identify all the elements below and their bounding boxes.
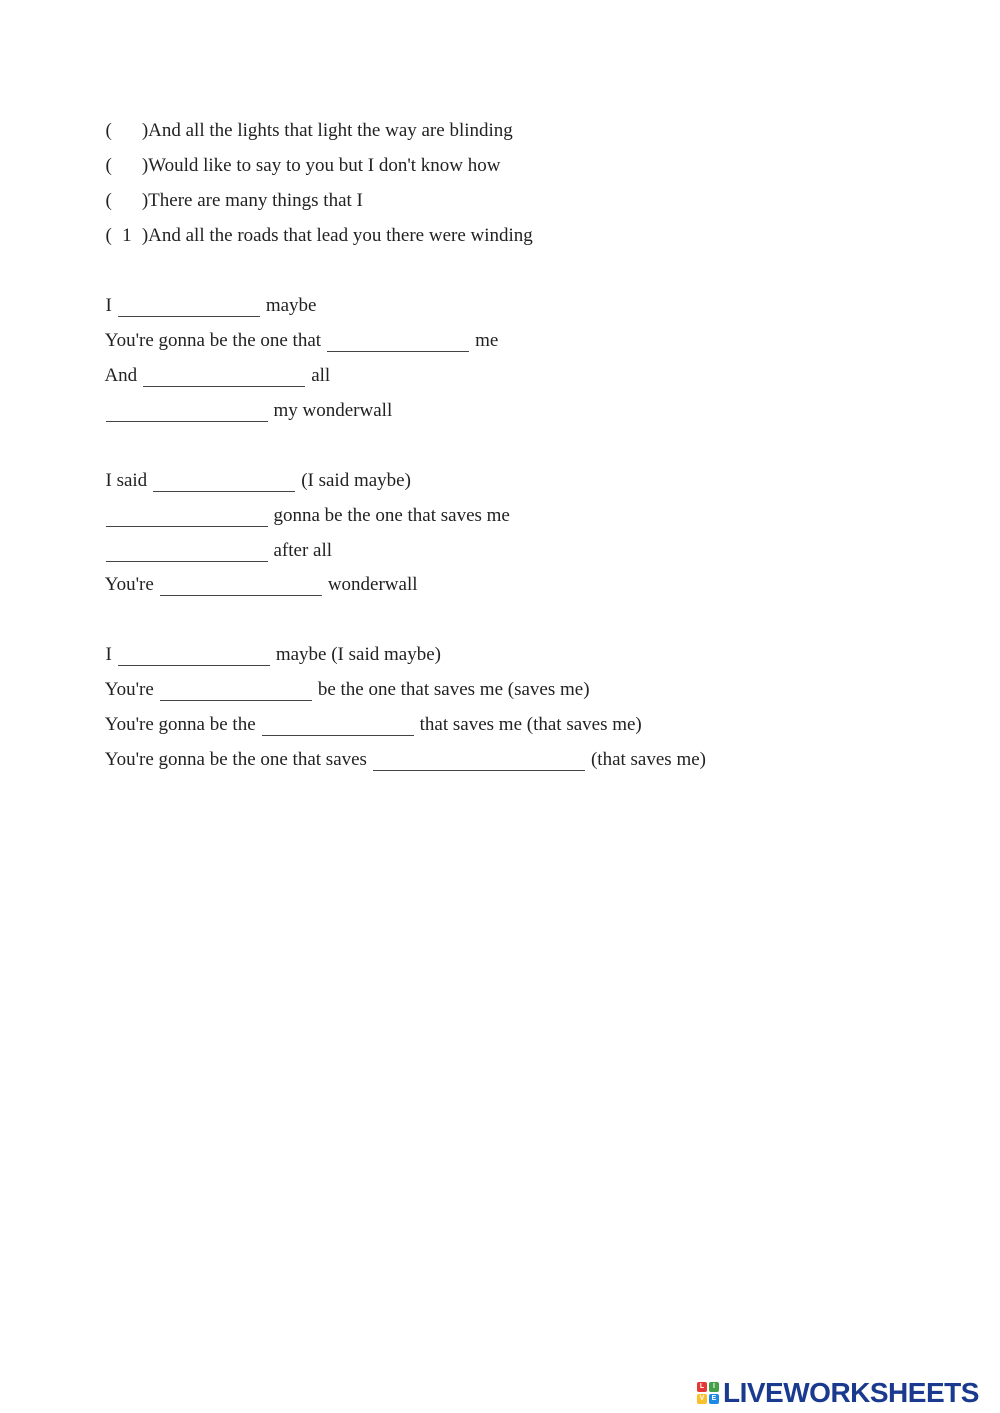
verse3-after-3: that saves me (that saves me) bbox=[419, 714, 642, 735]
verse1-after-3: all bbox=[311, 365, 331, 386]
verse3-after-2: be the one that saves me (saves me) bbox=[317, 679, 590, 700]
verse2-after-2: gonna be the one that saves me bbox=[273, 505, 510, 526]
verse1-blank-input-4[interactable] bbox=[106, 401, 268, 422]
verse1-after-4: my wonderwall bbox=[273, 400, 393, 421]
open-paren: ( bbox=[105, 155, 112, 176]
verse2-after-3: after all bbox=[273, 540, 333, 561]
verse3-before-3: You're gonna be the bbox=[104, 714, 256, 735]
verse1-before-3: And bbox=[104, 365, 138, 386]
liveworksheets-brand bbox=[697, 1378, 979, 1408]
verse1-after-1: maybe bbox=[265, 295, 317, 316]
verse3-after-4: (that saves me) bbox=[590, 749, 706, 770]
verse1-blank-input-2[interactable] bbox=[327, 331, 469, 352]
verse2-line-4 bbox=[96, 549, 418, 597]
verse3-line-4 bbox=[96, 724, 706, 772]
verse3-blank-input-4[interactable] bbox=[373, 750, 585, 771]
verse2-blank-input-4[interactable] bbox=[160, 575, 322, 596]
verse1-after-2: me bbox=[475, 330, 499, 351]
verse1-line-4 bbox=[96, 375, 392, 423]
liveworksheets-logo-icon bbox=[697, 1382, 719, 1404]
verse3-before-4: You're gonna be the one that saves bbox=[104, 749, 367, 770]
open-paren: ( bbox=[105, 225, 112, 246]
open-paren: ( bbox=[105, 190, 112, 211]
verse2-after-1: (I said maybe) bbox=[301, 470, 411, 491]
logo-cell-l: L bbox=[697, 1382, 707, 1392]
ordering-line-4 bbox=[96, 200, 533, 248]
verse3-after-1: maybe (I said maybe) bbox=[275, 644, 441, 665]
ordering-text-3: )There are many things that I bbox=[141, 190, 363, 211]
logo-cell-i: I bbox=[709, 1382, 719, 1392]
verse3-before-1: I bbox=[105, 644, 112, 665]
ordering-text-1: )And all the lights that light the way are blinding bbox=[141, 120, 513, 141]
ordering-number-input-4[interactable] bbox=[112, 225, 142, 247]
verse2-before-4: You're bbox=[104, 574, 154, 595]
verse3-before-2: You're bbox=[104, 679, 154, 700]
open-paren: ( bbox=[105, 120, 112, 141]
verse1-before-2: You're gonna be the one that bbox=[104, 330, 322, 351]
verse2-after-4: wonderwall bbox=[327, 574, 418, 595]
ordering-text-2: )Would like to say to you but I don't know how bbox=[141, 155, 501, 176]
verse1-before-1: I bbox=[105, 295, 112, 316]
ordering-text-4: )And all the roads that lead you there were winding bbox=[141, 225, 533, 246]
logo-cell-v: V bbox=[697, 1394, 707, 1404]
verse2-before-1: I said bbox=[105, 470, 148, 491]
brand-name: LIVEWORKSHEETS bbox=[723, 1377, 979, 1408]
logo-cell-e: E bbox=[709, 1394, 719, 1404]
